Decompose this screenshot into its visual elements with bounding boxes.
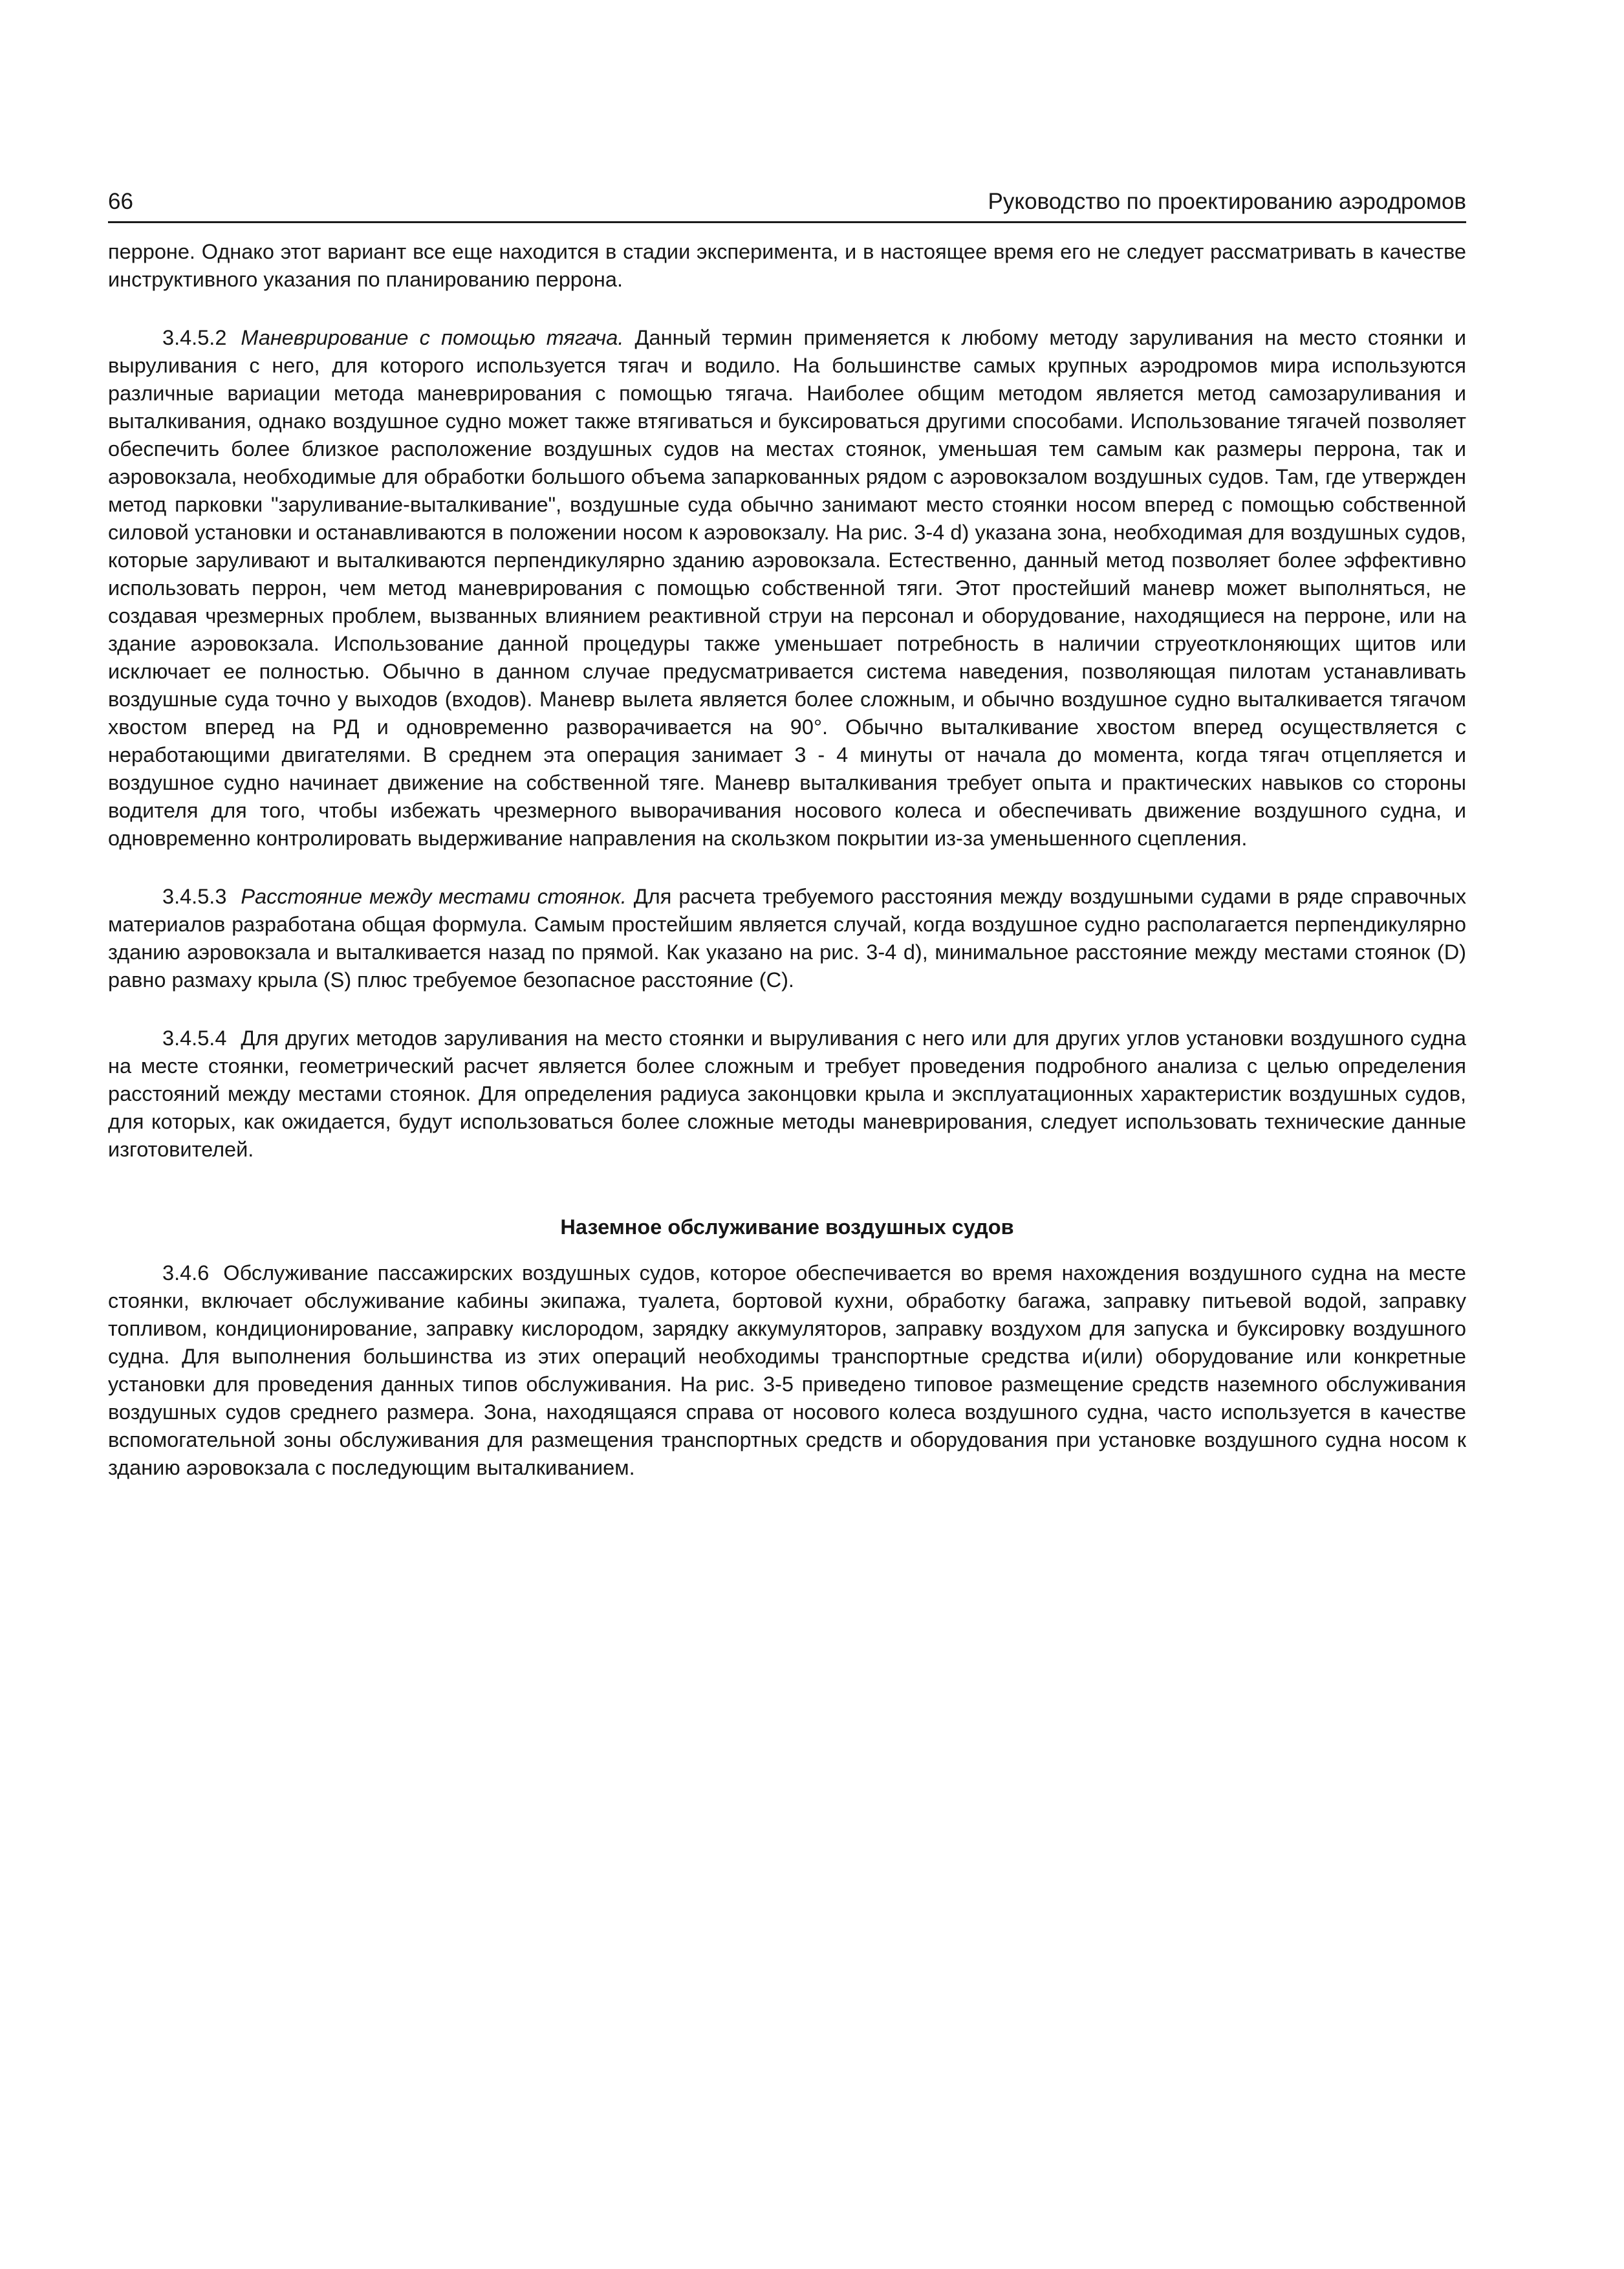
paragraph-3-4-5-4 [108,1025,1466,1164]
paragraph-3-4-6 [108,1259,1466,1482]
paragraph-text: Данный термин применяется к любому методу заруливания на место стоянки и выруливания с него, для которого используется тягач и водило. На большинстве самых крупных аэродромов мира используются различные вариации метода маневрирования с помощью тягача. Наиболее общим методом является метод самозаруливания и выталкивания, однако воздушное судно может также втягиваться и буксироваться другими способами. Использование тягачей позволяет обеспечить более близкое расположение воздушных судов на местах стоянок, уменьшая тем самым как размеры перрона, так и аэровокзала, необходимые для обработки большого объема запаркованных рядом с аэровокзалом воздушных судов. Там, где утвержден метод парковки "заруливание-выталкивание", воздушные суда обычно занимают место стоянки носом вперед с помощью собственной силовой установки и останавливаются в положении носом к аэровокзалу. На рис. 3-4 d) указана зона, необходимая для воздушных судов, которые заруливают и выталкиваются перпендикулярно зданию аэровокзала. Естественно, данный метод позволяет более эффективно использовать перрон, чем метод маневрирования с помощью собственной тяги. Этот простейший маневр может выполняться, не создавая чрезмерных проблем, вызванных влиянием реактивной струи на персонал и оборудование, находящиеся на перроне, или на здание аэровокзала. Использование данной процедуры также уменьшает потребность в наличии струеотклоняющих щитов или исключает ее полностью. Обычно в данном случае предусматривается система наведения, позволяющая пилотам устанавливать воздушные суда точно у выходов (входов). Маневр вылета является более сложным, и обычно воздушное судно выталкивается тягачом хвостом вперед на РД и одновременно разворачивается на 90°. Обычно выталкивание хвостом вперед осуществляется с неработающими двигателями. В среднем эта операция занимает 3 - 4 минуты от начала до момента, когда тягач отцепляется и воздушное судно начинает движение на собственной тяге. Маневр выталкивания требует опыта и практических навыков со стороны водителя для того, чтобы избежать чрезмерного выворачивания носового колеса и обеспечивать движение воздушного судна, и одновременно контролировать выдерживание направления на скользком покрытии из-за уменьшенного сцепления. [108,326,1467,850]
paragraph-text: Для других методов заруливания на место стоянки и выруливания с него или для других углов установки воздушного судна на месте стоянки, геометрический расчет является более сложным и требует проведения подробного анализа с целью определения расстояний между местами стоянок. Для определения радиуса законцовки крыла и эксплуатационных характеристик воздушных судов, для которых, как ожидается, будут использоваться более сложные методы маневрирования, следует использовать технические данные изготовителей. [108,1026,1466,1161]
paragraph-3-4-5-2 [108,324,1466,852]
running-title: Руководство по проектированию аэродромов [988,189,1466,214]
paragraph-number: 3.4.5.4 [162,1026,227,1050]
paragraph-continuation [108,238,1466,294]
paragraph-text: перроне. Однако этот вариант все еще находится в стадии эксперимента, и в настоящее время его не следует рассматривать в качестве инструктивного указания по планированию перрона. [108,240,1466,291]
paragraph-3-4-5-3 [108,883,1466,994]
paragraph-title: Маневрирование с помощью тягача. [241,326,624,349]
section-heading: Наземное обслуживание воздушных судов [560,1215,1014,1239]
paragraph-number: 3.4.6 [162,1261,210,1285]
page-number: 66 [108,189,133,214]
document-body [108,238,1466,1482]
page-header [108,188,1466,223]
paragraph-text: Обслуживание пассажирских воздушных судов, которое обеспечивается во время нахождения воздушного судна на месте стоянки, включает обслуживание кабины экипажа, туалета, бортовой кухни, обработку багажа, заправку питьевой водой, заправку топливом, кондиционирование, заправку кислородом, зарядку аккумуляторов, заправку воздухом для запуска и буксировку воздушного судна. Для выполнения большинства из этих операций необходимы транспортные средства и(или) оборудование или конкретные установки для проведения данных типов обслуживания. На рис. 3-5 приведено типовое размещение средств наземного обслуживания воздушных судов среднего размера. Зона, находящаяся справа от носового колеса воздушного судна, часто используется в качестве вспомогательной зоны обслуживания для размещения транспортных средств и оборудования при установке воздушного судна носом к зданию аэровокзала с последующим выталкиванием. [108,1261,1466,1479]
paragraph-number: 3.4.5.3 [162,885,227,908]
paragraph-text: Для расчета требуемого расстояния между воздушными судами в ряде справочных материалов разработана общая формула. Самым простейшим является случай, когда воздушное судно располагается перпендикулярно зданию аэровокзала и выталкивается назад по прямой. Как указано на рис. 3-4 d), минимальное расстояние между местами стоянок (D) равно размаху крыла (S) плюс требуемое безопасное расстояние (C). [108,885,1467,992]
document-page [108,188,1466,1482]
paragraph-title: Расстояние между местами стоянок. [241,885,627,908]
paragraph-number: 3.4.5.2 [162,326,227,349]
